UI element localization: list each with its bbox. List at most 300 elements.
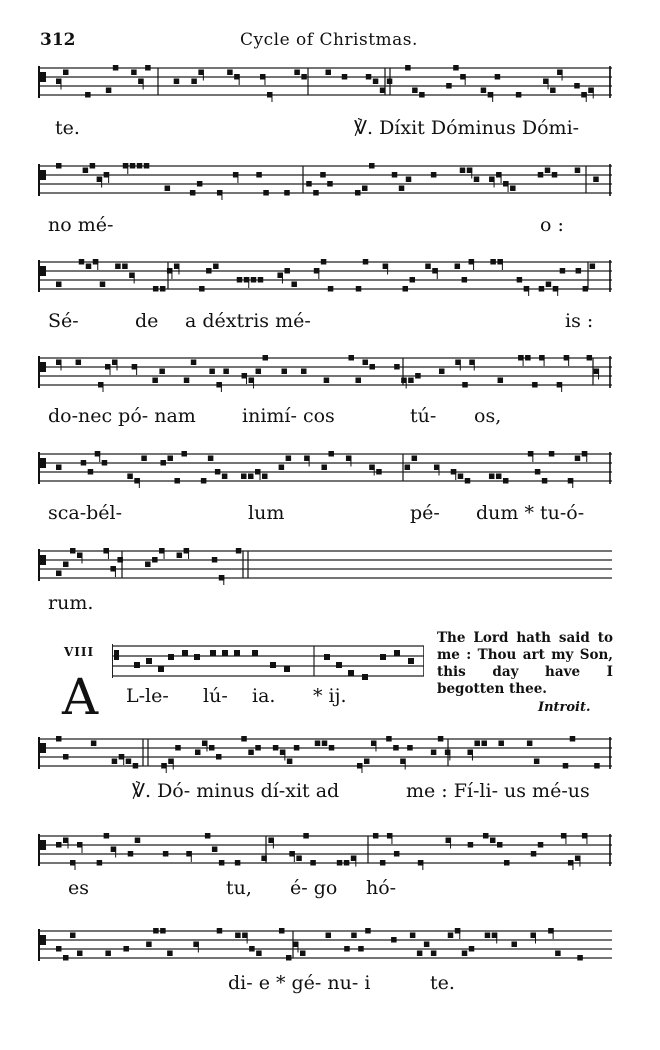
neume (539, 286, 545, 292)
neume (481, 88, 487, 94)
neume (79, 259, 85, 265)
neume (249, 946, 255, 952)
neume (287, 759, 293, 765)
neume (141, 456, 147, 462)
neume (163, 851, 169, 857)
neume (215, 469, 221, 475)
neume (301, 74, 307, 80)
lyric-syllable: dum * tu-ó- (476, 502, 585, 524)
neume (165, 186, 171, 192)
neume (227, 70, 233, 76)
neume (462, 382, 468, 388)
neume (255, 745, 260, 751)
lyric-syllable: de (135, 310, 159, 332)
neume (555, 951, 561, 957)
neume (256, 369, 262, 375)
neume (294, 70, 300, 76)
neume (431, 750, 437, 756)
neume (199, 286, 205, 292)
lyric-syllable: ℣. Díxit Dóminus Dómi- (354, 117, 580, 139)
neume (474, 741, 480, 747)
neume (313, 190, 319, 196)
neume (474, 177, 480, 183)
neume (364, 759, 370, 765)
neume (538, 842, 544, 848)
neume (446, 83, 452, 89)
neume (219, 860, 225, 866)
neume (102, 460, 108, 466)
neume (127, 474, 133, 480)
neume (546, 282, 552, 288)
neume (504, 860, 510, 866)
neume (431, 172, 437, 178)
neume (407, 745, 413, 751)
lyric-syllable: es (68, 877, 89, 899)
lyric-syllable: L-le- (126, 685, 169, 707)
neume (137, 163, 143, 169)
neume (369, 364, 375, 370)
neume (406, 177, 412, 183)
neume (263, 355, 269, 361)
neume (284, 190, 290, 196)
neume (380, 860, 386, 866)
neume (545, 168, 551, 174)
neume (363, 259, 369, 265)
neume (213, 264, 219, 270)
neume (329, 745, 335, 751)
neume (403, 286, 409, 292)
alleluia-staff-svg (112, 640, 424, 682)
neume (310, 860, 316, 866)
neume (56, 282, 62, 288)
neume (100, 282, 106, 288)
neume (337, 860, 343, 866)
neume (77, 951, 83, 957)
neume (296, 856, 302, 862)
neume (104, 833, 110, 839)
neume (160, 286, 166, 292)
lyric-syllable: Sé- (48, 310, 79, 332)
lyric-syllable: sca-bél- (48, 502, 123, 524)
neume (552, 172, 558, 178)
neume (235, 933, 241, 939)
neume (517, 277, 523, 283)
neume (291, 282, 297, 288)
neume (135, 838, 141, 844)
neume (510, 186, 516, 192)
staff-lines (38, 448, 612, 488)
neume (373, 79, 379, 85)
neume (197, 181, 203, 187)
neume (144, 163, 150, 169)
neume (152, 378, 158, 384)
lyric-syllable: tú- (410, 405, 437, 427)
neume (167, 951, 173, 957)
neume (481, 741, 487, 747)
neume (412, 88, 418, 94)
neume (365, 928, 371, 934)
chant-staff (38, 925, 612, 965)
alleluia-staff (112, 640, 424, 682)
lyric-syllable: te. (430, 972, 455, 994)
neume (590, 264, 596, 270)
neume (498, 741, 504, 747)
neume (212, 557, 218, 563)
lyric-syllable: lum (248, 502, 285, 524)
neume (174, 79, 180, 85)
neume (356, 286, 362, 292)
lyric-syllable: no mé- (48, 214, 114, 236)
neume (284, 268, 290, 274)
lyric-syllable: hó- (366, 877, 397, 899)
neume (217, 928, 223, 934)
neume (282, 369, 288, 375)
neume (531, 851, 537, 857)
neume (462, 951, 468, 957)
page-number: 312 (40, 30, 76, 50)
neume (88, 469, 94, 475)
neume (294, 745, 300, 751)
neume (83, 168, 89, 174)
neume (405, 65, 411, 71)
neume (535, 469, 541, 475)
neume (63, 955, 69, 961)
neume (175, 745, 181, 751)
neume (160, 928, 166, 934)
lyric-syllable: lú- (203, 685, 228, 707)
neume (279, 928, 285, 934)
neume (145, 562, 151, 568)
neume (503, 478, 509, 484)
neume (362, 360, 368, 366)
lyric-syllable: ia. (252, 685, 276, 707)
neume (237, 277, 243, 283)
neume (387, 79, 393, 85)
neume (549, 451, 555, 457)
neume (453, 65, 459, 71)
neume (594, 763, 600, 769)
translation-source: Introit. (538, 700, 591, 715)
neume (152, 557, 158, 563)
neume (496, 474, 502, 480)
lyric-syllable: tu, (226, 877, 252, 899)
neume (216, 754, 222, 760)
neume (86, 264, 92, 270)
neume (286, 456, 292, 462)
neume (358, 946, 364, 952)
chant-staff (38, 62, 612, 102)
neume (538, 172, 544, 178)
neume (236, 548, 242, 554)
neume (212, 847, 218, 853)
neume (90, 163, 96, 169)
neume (181, 451, 187, 457)
neume (560, 268, 566, 274)
neume (393, 745, 399, 751)
neume (574, 83, 580, 89)
neume (320, 172, 326, 178)
neume (369, 163, 375, 169)
neume (455, 264, 461, 270)
neume (431, 951, 437, 957)
chant-staff (38, 830, 612, 870)
neume (462, 277, 468, 283)
chant-staff (38, 256, 612, 296)
neume (63, 754, 69, 760)
neume (195, 750, 201, 756)
clef (40, 840, 46, 850)
lyric-syllable: os, (474, 405, 502, 427)
neume (458, 474, 464, 480)
clef (40, 72, 46, 82)
lyric-syllable: do-nec pó- nam (48, 405, 196, 427)
neume (405, 465, 411, 471)
neume (417, 951, 423, 957)
neume (351, 933, 357, 939)
neume (593, 177, 599, 183)
clef (40, 362, 46, 372)
neume (248, 474, 254, 480)
neume (153, 928, 159, 934)
staff-lines (38, 545, 612, 585)
neume (97, 860, 103, 866)
neume (190, 190, 196, 196)
neume (117, 557, 123, 563)
neume (483, 833, 489, 839)
neume (91, 741, 97, 747)
neume (497, 842, 503, 848)
neume (394, 851, 400, 857)
neume (222, 474, 228, 480)
chant-staff (38, 545, 612, 585)
neume (511, 942, 517, 948)
lyric-syllable: inimí- cos (242, 405, 335, 427)
staff-lines (38, 160, 612, 200)
neume (115, 264, 121, 270)
neume (223, 369, 229, 375)
neume (256, 172, 262, 178)
neume (261, 856, 267, 862)
neume (550, 88, 556, 94)
neume (113, 65, 119, 71)
neume (460, 168, 466, 174)
neume (344, 946, 350, 952)
neume (489, 474, 495, 480)
neume (184, 378, 190, 384)
neume (376, 469, 382, 475)
neume (201, 478, 207, 484)
neume (587, 355, 593, 361)
neume (408, 378, 414, 384)
neume (532, 382, 538, 388)
translation-text: The Lord hath said to me : Thou art my Son, this day have I begotten thee. (437, 630, 613, 697)
neume (63, 70, 69, 76)
neume (300, 951, 306, 957)
neume (56, 736, 62, 742)
neume (56, 842, 62, 848)
staff-lines (38, 733, 612, 773)
neume (191, 79, 197, 85)
chant-staff (38, 733, 612, 773)
neume (273, 745, 279, 751)
neume (325, 70, 331, 76)
lyric-syllable: is : (565, 310, 594, 332)
neume (366, 74, 372, 80)
neume (63, 562, 69, 568)
neume (159, 369, 165, 375)
neume (485, 933, 491, 939)
lyric-syllable: a déxtris mé- (185, 310, 311, 332)
initial-letter: A (62, 668, 99, 726)
neume (106, 88, 112, 94)
neume (301, 369, 307, 375)
neume (56, 465, 62, 471)
neume (256, 951, 262, 957)
neume (342, 74, 348, 80)
neume (563, 763, 569, 769)
clef (40, 743, 46, 753)
clef (40, 266, 46, 276)
neume (286, 955, 292, 961)
chant-staff (38, 448, 612, 488)
neume (112, 759, 118, 765)
neume (355, 190, 361, 196)
neume (322, 741, 328, 747)
neume (262, 474, 268, 480)
neume (394, 364, 400, 370)
neume (490, 259, 496, 265)
mode-label: VIII (64, 645, 95, 659)
neume (326, 933, 332, 939)
neume (76, 360, 82, 366)
neume (303, 833, 309, 839)
neume (425, 264, 431, 270)
neume (412, 456, 418, 462)
neume (328, 286, 334, 292)
chant-staff (38, 160, 612, 200)
neume (373, 833, 379, 839)
neume (128, 851, 134, 857)
neume (439, 369, 445, 375)
neume (191, 360, 197, 366)
running-title: Cycle of Christmas. (240, 30, 418, 50)
neume (70, 548, 76, 554)
neume (576, 268, 582, 274)
neume (448, 933, 454, 939)
neume (516, 92, 522, 98)
neume (146, 942, 152, 948)
neume (70, 933, 76, 939)
neume (575, 168, 581, 174)
lyric-syllable: me : Fí-li- us mé-us (406, 780, 590, 802)
neume (56, 571, 62, 577)
lyric-syllable: di- e * gé- nu- i (228, 972, 371, 994)
neume (344, 860, 350, 866)
neume (380, 88, 386, 94)
neume (386, 736, 392, 742)
neume (174, 478, 180, 484)
lyric-syllable: é- go (290, 877, 338, 899)
neume (81, 460, 87, 466)
neume (577, 955, 583, 961)
neume (495, 74, 501, 80)
neume (167, 456, 173, 462)
neume (399, 186, 405, 192)
neume (130, 163, 136, 169)
clef (40, 935, 46, 945)
neume (525, 355, 531, 361)
neume (410, 277, 416, 283)
neume (241, 474, 247, 480)
neume (209, 745, 215, 751)
lyric-syllable: ℣. Dó- minus dí-xit ad (132, 780, 340, 802)
chant-staff (38, 352, 612, 392)
neume (355, 378, 361, 384)
neume (315, 741, 321, 747)
neume (438, 736, 444, 742)
neume (153, 286, 159, 292)
neume (241, 736, 247, 742)
neume (534, 759, 540, 765)
neume (123, 946, 129, 952)
neume (583, 286, 589, 292)
neume (468, 842, 474, 848)
neume (248, 750, 254, 756)
neume (126, 759, 132, 765)
neume (527, 741, 533, 747)
neume (419, 92, 425, 98)
lyric-syllable: * ij. (313, 685, 347, 707)
neume (209, 369, 215, 375)
clef (40, 458, 46, 468)
neume (279, 465, 285, 471)
neume (160, 460, 166, 466)
staff-lines (38, 352, 612, 392)
neume (122, 264, 128, 270)
neume (424, 942, 430, 948)
staff-lines (38, 62, 612, 102)
lyric-syllable: te. (55, 117, 80, 139)
lyric-syllable: pé- (410, 502, 440, 524)
neume (258, 277, 264, 283)
page-header (40, 30, 620, 54)
neume (415, 373, 421, 379)
neume (362, 186, 368, 192)
neume (575, 456, 581, 462)
neume (205, 833, 211, 839)
neume (56, 163, 62, 169)
neume (348, 355, 354, 361)
neume (206, 268, 212, 274)
staff-lines (38, 925, 612, 965)
neume (56, 946, 62, 952)
neume (324, 378, 330, 384)
staff-lines (38, 256, 612, 296)
neume (208, 456, 214, 462)
lyric-syllable: o : (540, 214, 564, 236)
neume (177, 553, 183, 559)
neume (490, 838, 496, 844)
neume (498, 378, 504, 384)
neume (306, 181, 312, 187)
neume (105, 951, 111, 957)
neume (85, 92, 91, 98)
neume (328, 451, 334, 457)
neume (321, 259, 327, 265)
clef (40, 170, 46, 180)
neume (392, 172, 398, 178)
neume (570, 736, 576, 742)
